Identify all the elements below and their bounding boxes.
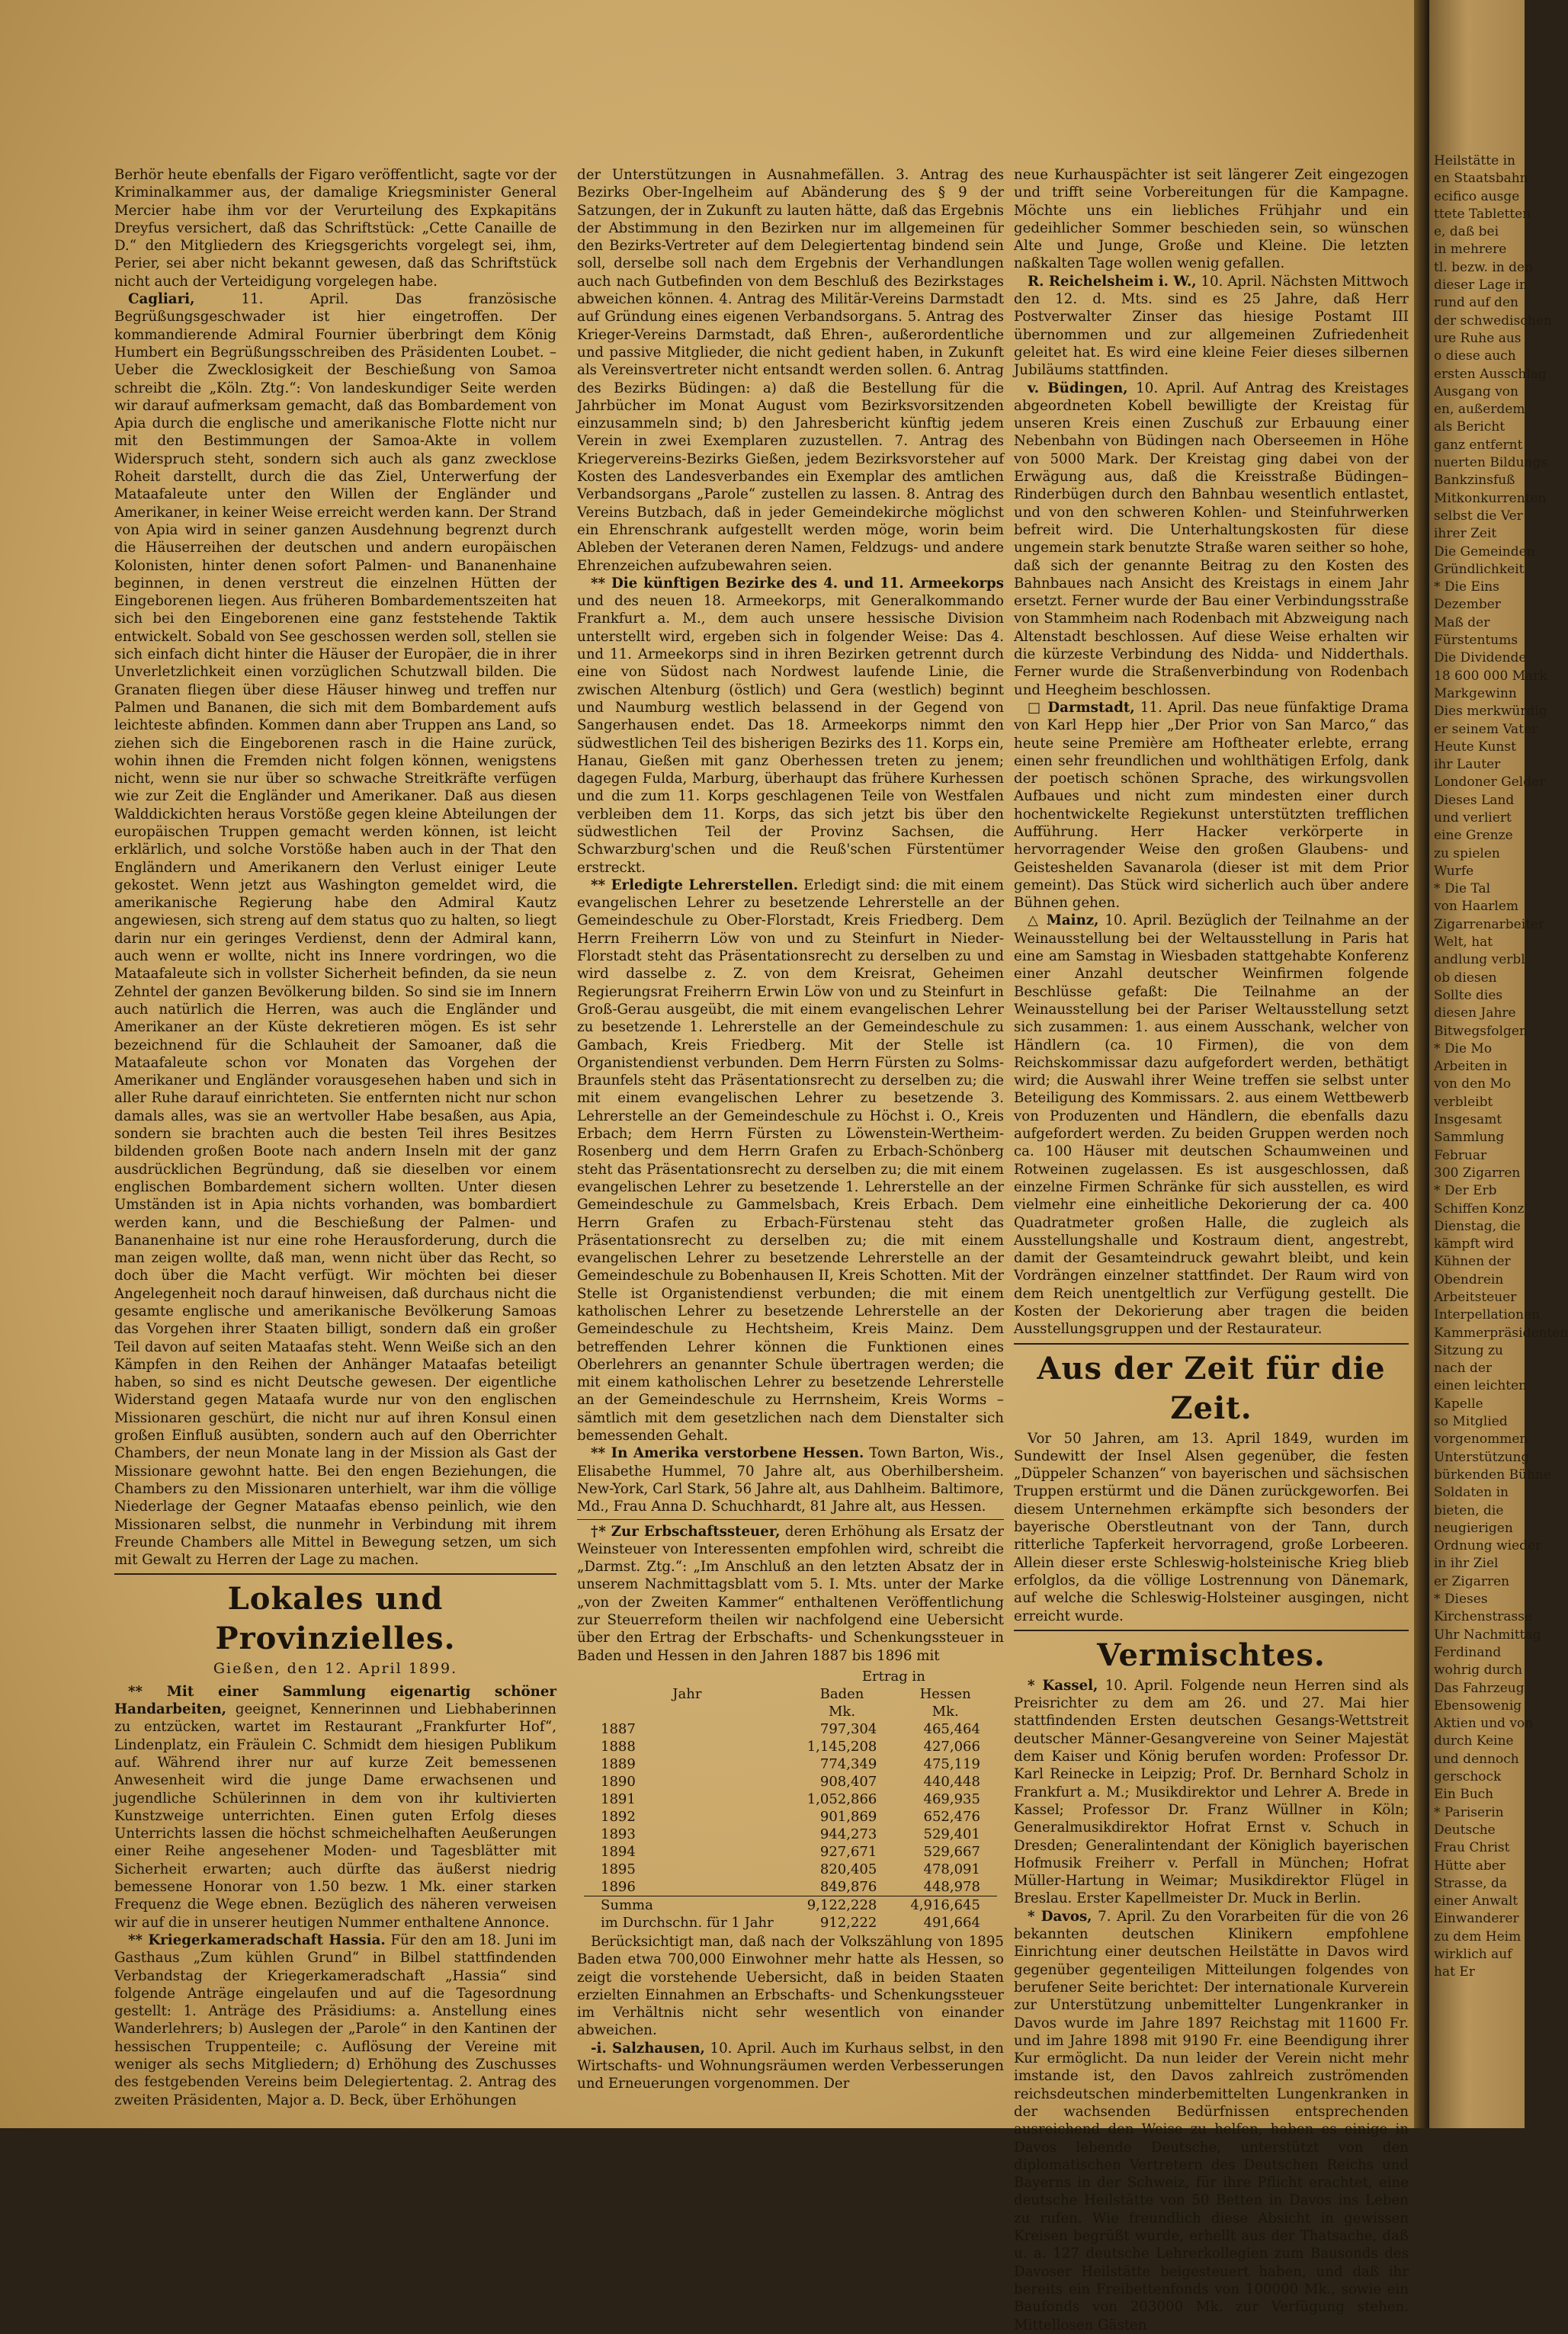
section-divider [114,1573,556,1575]
article-hassia-cont: der Unterstützungen in Ausnahmefällen. 3. Antrag des Bezirks Ober-Ingelheim auf Abänderung des § 9 der Satzungen, der in Zukunft zu lauten hätte, daß das Ergebnis der Abstimmung in den Bezirken nur im allgemeinen für den Bezirks-Vertreter auf dem Delegiertentag bindend sein soll, derselbe soll nach dem Ergebnis der Verhandlungen auch nach Gutbefinden von dem Beschluß des Bezirkstages abweichen können. 4. Antrag des Militär-Vereins Darmstadt auf Gründung eines eigenen Verbandsorgans. 5. Antrag des Krieger-Vereins Darmstadt, daß Ehren-, außerordentliche und passive Mitglieder, die nicht gedient haben, in Zukunft als Vereinsvertreter nicht entsandt werden sollen. 6. Antrag des Bezirks Büdingen: a) daß die Bestellung für die Jahrbücher im Monat August vom Bezirksvorsitzenden einzusammeln sind; b) den Jahresbericht künftig jedem Verein in zwei Exemplaren zuzustellen. 7. Antrag des Kriegervereins-Bezirks Gießen, jedem Bezirksvorsteher auf Kosten des Landesverbandes ein Exemplar des amtlichen Verbandsorgans „Parole“ zustellen zu lassen. 8. Antrag des Vereins Butzbach, daß in jeder Gemeindekirche möglichst ein Ehrenschrank aufgestellt werden möge, worin beim Ableben der Veteranen deren Namen, Feldzugs- und andere Ehrenzeichen aufzubewahren seien. [577,167,1004,574]
table-body [584,1720,997,1896]
next-page-line: Die Gemeinden [1434,543,1535,559]
table-avg-label: im Durchschn. für 1 Jahr [601,1914,774,1931]
table-header-ertrag: Ertrag in [861,1668,925,1685]
table-cell-hessen: 440,448 [923,1773,980,1790]
erbschaftssteuer-table [584,1668,997,1932]
next-page-text [1429,152,1568,1982]
next-page-line: einen leichten [1434,1378,1528,1394]
table-cell-hessen: 475,119 [923,1755,980,1772]
next-page-line: Ebensowenig [1434,1698,1522,1714]
table-cell-hessen: 529,667 [923,1843,980,1860]
article-dreyfus: Berhör heute ebenfalls der Figaro veröffentlicht, sagte vor der Kriminalkammer aus, der damalige Kriegsminister General Mercier habe ihm vor der Verurteilung des Expkapitäns Dreyfus versichert, daß das Schriftstück: „Cette Canaille de D.“ den Mitgliedern des Kriegsgerichts vorgelegt sei, ihm, Perier, sei aber nicht bekannt gewesen, daß das Schriftstück nicht auch der Verteidigung vorgelegen habe. [114,167,556,290]
article-davos: * Davos, 7. April. Zu den Vorarbeiten für die von 26 bekannten deutschen Klinikern empfohlene Einrichtung einer deutschen Heilstätte in Davos wird gegenüber gegenteiligen Mitteilungen folgendes von berufener Seite berichtet: Der internationale Kurverein zur Unterstützung unbemittelter Lungenkranker in Davos wurde im Jahre 1897 Reichstag mit 11600 Fr. und im Jahre 1898 mit 9190 Fr. eine Beendigung ihrer Kur ermöglicht. Da nun leider der Verein nicht mehr imstande ist, den Davos zahlreich zuströmenden reichsdeutschen minderbemittelten Lungenkranken in der wachsenden Bedürfnissen entsprechenden ausreichend den Weise zu helfen, haben es einige in Davos lebende Deutsche, unterstützt von den diplomatischen Vertretern des Deutschen Reichs und Bayerns in der Schweiz, für ihre Pflicht erachtet, eine deutsche Heilstätte von 50 Betten in Davos ins Leben zu rufen. Wie freundlich diese Absicht in gewissen Kreisen begrüßt wurde, erhellt aus der Thatsache, daß u. a. 127 deutsche Lehrerkollegien zum Bausonds des Davoser Heilstätte beigesteuert haben, und daß ihr bereits ein Freibettenfonds von 100000 Mk., sowie ein Baufonds von 203000 Mk. zur Verfügung stehen. Mittellosen Gästen [1014,1908,1409,2333]
next-page-line: von Haarlem [1434,899,1519,915]
next-page-line: er Zigarren [1434,1573,1510,1589]
next-page-line: Dieses Land [1434,792,1515,808]
next-page-line: Frau Christ [1434,1840,1510,1856]
next-page-line: Obendrein [1434,1271,1504,1287]
next-page-line: der schwedischen [1434,313,1552,329]
next-page-line: Ein Buch [1434,1787,1494,1803]
table-header-jahr: Jahr [672,1685,702,1702]
next-page-line: 300 Zigarren [1434,1165,1521,1181]
next-page-line: durch Keine [1434,1733,1514,1749]
next-page-line: Arbeiten in [1434,1059,1508,1075]
next-page-line: Februar [1434,1147,1487,1163]
next-page-line: und dennoch [1434,1751,1519,1767]
next-page-line: Markgewinn [1434,685,1517,701]
next-page-edge [1429,0,1568,2128]
article-mainz: △ Mainz, 10. April. Bezüglich der Teilnahme an der Weinausstellung bei der Weltausstellung in Paris hat eine am Samstag in Wiesbaden stattgehabte Konferenz einer Anzahl deutscher Weinfirmen folgende Beschlüsse gefaßt: Die Teilnahme an der Weinausstellung bei der Pariser Weltausstellung setzt sich zusammen: 1. aus einem Ausschank, welcher von Händlern (ca. 10 Firmen), die von dem Reichskommissar dazu aufgefordert werden, bethätigt wird; die Auswahl ihrer Weine treffen sie selbst unter Beteiligung des Kommissars. 2. aus einem Wettbewerb von Produzenten und Händlern, die ebenfalls dazu aufgefordert werden. Zu beiden Gruppen werden noch ca. 100 Häuser mit deutschen Schaumweinen und Rotweinen zugelassen. Es ist ausgeschlossen, daß einzelne Firmen Schränke für sich ausstellen, es wird vielmehr eine einheitliche Dekorierung der ca. 400 Quadratmeter großen Halle, die zugleich als Ausstellungshalle und Kostraum dient, angestrebt, damit der Gesamteindruck gewahrt bleibt, und kein Vordrängen einzelner stattfindet. Der Raum wird von dem Reich unentgeltlich zur Verfügung gestellt. Die Kosten der Dekorierung aber tragen die beiden Ausstellungsgruppen und der Restaurateur. [1014,912,1409,1338]
table-cell-baden: 1,052,866 [806,1791,877,1807]
next-page-line: en Staatsbahn [1434,171,1528,187]
next-page-line: ttete Tabletten [1434,206,1531,222]
next-page-line: in ihr Ziel [1434,1556,1499,1572]
table-cell-hessen: 469,935 [923,1791,980,1807]
next-page-line: Ferdinand [1434,1644,1502,1660]
article-reichelsheim: R. Reichelsheim i. W., 10. April. Nächsten Mittwoch den 12. d. Mts. sind es 25 Jahre, daß Herr Postverwalter Zinser das hiesige Postamt III übernommen und zur allgemeinen Zufriedenheit geleitet hat. Es wird eine kleine Feier dieses silbernen Jubiläums stattfinden. [1014,273,1409,379]
table-sum-baden: 9,122,228 [790,1896,894,1914]
next-page-line: * Die Eins [1434,579,1499,595]
next-page-line: einer Anwalt [1434,1893,1518,1909]
next-page-line: Einwanderer [1434,1911,1519,1927]
next-page-line: Wurfe [1434,863,1474,879]
next-page-line: Interpellationen [1434,1307,1541,1323]
next-page-line: Sammlung [1434,1130,1505,1146]
next-page-line: * Die Tal [1434,881,1491,897]
next-page-line: verbleibt [1434,1094,1493,1110]
article-handarbeiten: ** Mit einer Sammlung eigenartig schöner Handarbeiten, geeignet, Kennerinnen und Liebhaberinnen zu entzücken, wartet im Restaurant „Frankfurter Hof“, Lindenplatz, ein Fräulein C. Schmidt dem hiesigen Publikum auf. Während ihrer nur auf kurze Zeit bemessenen Anwesenheit wird die junge Dame erwachsenen und jugendliche Schülerinnen in dem von ihr kultivierten Kunstzweige unterrichten. Einen guten Erfolg dieses Unterrichts lassen die höchst schmeichelhaften Aeußerungen einer Reihe angesehener Moden- und Tagesblätter mit Sicherheit erwarten; auch dürfte das äußerst niedrig bemessene Honorar von 1.50 bezw. 1 Mk. einer starken Frequenz die Wege ebnen. Bezüglich des näheren verweisen wir auf die in unserer heutigen Nummer enthaltene Annonce. [114,1683,556,1931]
next-page-line: Gründlichkeit [1434,561,1525,577]
next-page-line: rund auf den [1434,295,1518,311]
table-row [584,1738,997,1755]
next-page-line: Bankzinsfuß [1434,473,1515,489]
next-page-line: von den Mo [1434,1076,1512,1092]
table-cell-year: 1894 [601,1843,636,1860]
next-page-line: Unterstützung [1434,1449,1530,1465]
next-page-line: eine Grenze [1434,828,1513,844]
table-unit-hessen: Mk. [932,1703,959,1720]
next-page-line: kämpft wird [1434,1236,1514,1252]
next-page-line: Schiffen Konz [1434,1201,1525,1217]
next-page-line: wohrig durch [1434,1662,1523,1678]
article-buedingen: v. Büdingen, 10. April. Auf Antrag des Kreistages abgeordneten Kobell bewilligte der Kreistag für unseren Kreis einen Zuschuß zur Erbauung einer Nebenbahn von Büdingen nach Oberseemen in Höhe von 5000 Mark. Der Kreistag ging dabei von der Erwägung aus, daß die Kreisstraße Büdingen–Rinderbügen durch den Bahnbau wesentlich entlastet, und von den schweren Kohlen- und Steinfuhrwerken befreit wird. Die Unterhaltungskosten für diese ungemein stark benutzte Straße waren seither so hohe, daß sich der genannte Beitrag zu den Kosten des Bahnbaues nach Ansicht des Kreistags in einem Jahr ersetzt. Ferner wurde der Bau einer Verbindungsstraße von Stammheim nach Rodenbach mit Abzweigung nach Altenstadt beschlossen. Auf diese Weise erhalten wir die kürzeste Verbindung des Nidda- und Nidderthals. Ferner wurde die Straßenverbindung von Rodenbach und Heegheim beschlossen. [1014,380,1409,698]
next-page-line: Ausgang von [1434,383,1518,399]
next-page-line: gerschock [1434,1769,1502,1785]
next-page-line: Welt, hat [1434,935,1493,951]
column-1 [114,166,556,2109]
article-divider [577,1519,1004,1520]
article-salzhausen: -i. Salzhausen, 10. April. Auch im Kurhaus selbst, in den Wirtschafts- und Wohnungsräumen werden Verbesserungen und Erneuerungen vorgenommen. Der [577,2040,1004,2092]
next-page-line: ihrer Zeit [1434,526,1497,542]
next-page-line: o diese auch [1434,348,1516,364]
section-title-lokales: Lokales und Provinzielles. [215,1581,456,1657]
next-page-line: hat Er [1434,1964,1475,1980]
table-row [584,1826,997,1843]
table-cell-baden: 908,407 [819,1773,877,1790]
next-page-line: dieser Lage in [1434,277,1528,293]
next-page-line: Aktien und von [1434,1716,1534,1732]
article-erbschaftssteuer: †* Zur Erbschaftssteuer, deren Erhöhung als Ersatz der Weinsteuer von Interessenten empfohlen wird, schreibt die „Darmst. Ztg.“: „Im Anschluß an den letzten Absatz der in unserem Nachmittagsblatt vom 5. I. Mts. unter der Marke „von der Zweiten Kammer“ enthaltenen Veröffentlichung zur Steuerreform theilen wir nachfolgend eine Uebersicht über den Ertrag der Erbschafts- und Schenkungssteuer in Baden und Hessen in den Jahren 1887 bis 1896 mit [577,1523,1004,1664]
table-cell-year: 1890 [601,1773,636,1790]
next-page-line: Uhr Nachmittag [1434,1627,1541,1643]
next-page-line: Hütte aber [1434,1858,1506,1874]
table-cell-hessen: 465,464 [923,1720,980,1737]
table-avg-hessen: 491,664 [923,1914,980,1931]
table-cell-hessen: 478,091 [923,1861,980,1877]
table-cell-year: 1891 [601,1791,636,1807]
next-page-line: ure Ruhe aus [1434,330,1522,346]
next-page-line: 18 600 000 Mark [1434,668,1547,684]
next-page-line: als Bericht [1434,419,1505,435]
next-page-line: Kapelle [1434,1396,1483,1412]
next-page-line: wirklich auf [1434,1946,1512,1962]
next-page-line: Bitwegsfolgen [1434,1023,1528,1039]
next-page-line: Insgesamt [1434,1112,1502,1128]
table-cell-year: 1896 [601,1878,636,1895]
next-page-line: bürkenden Bühne [1434,1467,1551,1483]
next-page-line: Arbeitsteuer [1434,1290,1517,1305]
article-lehrerstellen: ** Erledigte Lehrerstellen. Erledigt sind: die mit einem evangelischen Lehrer zu besetzende Lehrerstelle an der Gemeindeschule zu Ober-Florstadt, Kreis Friedberg. Dem Herrn Freiherrn Löw von und zu Steinfurt in Nieder-Florstadt steht das Präsentationsrecht zu derselben zu und wird dasselbe z. Z. von dem Kreisrat, Geheimen Regierungsrat Freiherrn Erwin Löw von und zu Steinfurt in Groß-Gerau ausgeübt, die mit einem evangelischen Lehrer zu besetzende 1. Lehrerstelle an der Gemeindeschule zu Gambach, Kreis Friedberg. Mit der Stelle ist Organistendienst verbunden. Dem Herrn Fürsten zu Solms-Braunfels steht das Präsentationsrecht zu derselben zu; die mit einem evangelischen Lehrer zu besetzende 3. Lehrerstelle an der Gemeindeschule zu Höchst i. O., Kreis Erbach; dem Herrn Fürsten zu Löwenstein-Wertheim-Rosenberg und dem Herrn Grafen zu Erbach-Schönberg steht das Präsentationsrecht zu derselben zu; die mit einem evangelischen Lehrer zu besetzende 1. Lehrerstelle an der Gemeindeschule zu Gammelsbach, Kreis Erbach. Dem Herrn Grafen zu Erbach-Fürstenau steht das Präsentationsrecht zu derselben zu; die mit einem evangelischen Lehrer zu besetzende Lehrerstelle an der Gemeindeschule zu Bobenhausen II, Kreis Schotten. Mit der Stelle ist Organistendienst verbunden; die mit einem katholischen Lehrer zu besetzende Lehrerstelle an der Gemeindeschule zu Hechtsheim, Kreis Mainz. Dem betreffenden Lehrer können die Funktionen eines Oberlehrers an genannter Schule übertragen werden; die mit einem katholischen Lehrer zu besetzende Lehrerstelle an der Gemeindeschule zu Herrnsheim, Kreis Worms – sämtlich mit dem gesetzlichen nach dem Dienstalter sich bemessenden Gehalt. [577,877,1004,1444]
article-hassia: ** Kriegerkameradschaft Hassia. Für den am 18. Juni im Gasthaus „Zum kühlen Grund“ in Bilbel stattfindenden Verbandstag der Kriegerkameradschaft „Hassia“ sind folgende Anträge eingelaufen und auf die Tagesordnung gestellt: 1. Anträge des Präsidiums: a. Anstellung eines Wanderlehrers; b) Auslegen der „Parole“ in den Kantinen der hessischen Truppenteile; c. Auflösung der Vereine mit weniger als sechs Mitgliedern; d) Erhöhung des Zuschusses des festgebenden Vereins beim Delegiertentag. 2. Antrag des zweiten Präsidenten, Major a. D. Beck, über Erhöhungen [114,1932,556,2108]
article-duppeler-schanzen: Vor 50 Jahren, am 13. April 1849, wurden im Sundewitt der Insel Alsen gegenüber, die festen „Düppeler Schanzen“ von bayerischen und sächsischen Truppen erstürmt und die Dänen zurückgeworfen. Bei diesem Unternehmen erkämpfte sich besonders der bayerische Oberstleutnant von der Tann, durch ritterliche Tapferkeit hervorragend, große Lorbeeren. Allein dieser erste Schleswig-holsteinische Krieg blieb erfolglos, da die völlige Lostrennung von Dänemark, auf welche die Schleswig-Holsteiner ausgingen, nicht erreicht wurde. [1014,1430,1409,1624]
next-page-line: Heute Kunst [1434,739,1516,755]
next-page-line: und verliert [1434,810,1512,826]
book-gutter [1414,0,1429,2128]
table-cell-baden: 849,876 [819,1878,877,1895]
column-2 [577,166,1004,2093]
next-page-line: Kammerpräsidenten [1434,1325,1568,1341]
table-cell-baden: 820,405 [819,1861,877,1877]
next-page-line: Sitzung zu [1434,1342,1503,1358]
next-page-line: er seinem Vater [1434,721,1538,737]
next-page-line: in mehrere [1434,242,1507,258]
next-page-line: Mitkonkurrenten [1434,490,1547,506]
next-page-line: * Der Erb [1434,1183,1497,1199]
section-title-vermischtes: Vermischtes. [1097,1637,1326,1673]
next-page-line: Deutsche [1434,1822,1496,1838]
table-unit-baden: Mk. [829,1703,856,1720]
next-page-line: Die Dividende [1434,650,1527,666]
article-amerika: ** In Amerika verstorbene Hessen. Town Barton, Wis., Elisabethe Hummel, 70 Jahre alt, aus Oberhilbersheim. New-York, Carl Stark, 56 Jahre alt, aus Dahlheim. Baltimore, Md., Frau Anna D. Schuchhardt, 81 Jahre alt, aus Hessen. [577,1445,1004,1515]
next-page-line: Kühnen der [1434,1254,1511,1270]
next-page-line: Fürstentums [1434,633,1518,649]
dateline-giessen: Gießen, den 12. April 1899. [213,1660,458,1678]
table-cell-year: 1893 [601,1826,636,1842]
table-cell-year: 1895 [601,1861,636,1877]
next-page-line: * Dieses [1434,1592,1488,1608]
next-page-line: Strasse, da [1434,1875,1508,1891]
next-page-line: ob diesen [1434,970,1497,986]
table-avg-baden: 912,222 [819,1914,877,1931]
next-page-line: ganz entfernt [1434,437,1523,453]
next-page-line: en, außerdem [1434,402,1525,418]
table-row [584,1755,997,1773]
next-page-line: Maß der [1434,614,1490,630]
table-cell-year: 1889 [601,1755,636,1772]
table-cell-baden: 901,869 [819,1808,877,1825]
next-page-line: so Mitglied [1434,1414,1508,1430]
next-page-line: ihr Lauter [1434,757,1501,773]
next-page-line: bieten, die [1434,1502,1504,1518]
next-page-line: Dienstag, die [1434,1218,1521,1234]
table-cell-hessen: 652,476 [923,1808,980,1825]
next-page-line: Dies merkwürdig [1434,704,1547,720]
next-page-line: diesen Jahre [1434,1005,1516,1021]
table-row [584,1720,997,1738]
table-sum-hessen: 4,916,645 [893,1896,997,1914]
next-page-line: Soldaten in [1434,1485,1509,1501]
next-page-line: Londoner Gelder [1434,774,1546,790]
article-armeekorps: ** Die künftigen Bezirke des 4. und 11. Armeekorps und des neuen 18. Armeekorps, mit Generalkommando Frankfurt a. M., dem auch unsere hessische Division unterstellt wird, ergeben sich in folgender Weise: Das 4. und 11. Armeekorps sind in ihren Bezirken getrennt durch eine von Südost nach Nordwest laufende Linie, die zwischen Altenburg (östlich) und Gera (westlich) beginnt und Naumburg westlich belassend in der Gegend von Sangerhausen endet. Das 18. Armeekorps nimmt den südwestlichen Teil des bisherigen Bezirks des 11. Korps ein, Hanau, Gießen mit ganz Oberhessen treten zu jenem; dagegen Fulda, Marburg, überhaupt das frühere Kurhessen und die zum 11. Korps geschlagenen Teile von Westfalen verbleiben dem 11. Korps, das sich jetzt bis über den südwestlichen Teil der Provinz Sachsen, die Schwarzburg'schen und die Reuß'schen Fürstentümer erstreckt. [577,575,1004,876]
table-cell-baden: 1,145,208 [806,1738,877,1755]
table-cell-year: 1887 [601,1720,636,1737]
article-darmstadt: □ Darmstadt, 11. April. Das neue fünfaktige Drama von Karl Hepp hier „Der Prior von San Marco,“ das heute seine Première am Hoftheater erlebte, errang einen sehr freundlichen und wohlthätigen Erfolg, dank der poetisch schönen Sprache, des wirkungsvollen Aufbaues und nicht zum mindesten einer durch hochentwickelte Regiekunst unterstützten trefflichen Aufführung. Herr Hacker verkörperte in hervorragender Weise den großen Glaubens- und Geisteshelden Savanarola (dieser ist mit dem Prior gemeint). Das Stück wird sicherlich auch über andere Bühnen gehen. [1014,699,1409,912]
table-cell-baden: 774,349 [819,1755,877,1772]
table-row [584,1808,997,1826]
dateline-cagliari: Cagliari, [128,291,195,308]
section-divider [1014,1343,1409,1345]
next-page-line: Ordnung wieder [1434,1538,1542,1554]
section-divider [1014,1630,1409,1631]
next-page-line: ecifico ausge [1434,188,1520,204]
table-cell-hessen: 448,978 [923,1878,980,1895]
table-header-hessen: Hessen [919,1685,971,1702]
next-page-line: ersten Ausschlag [1434,366,1547,382]
next-page-line: * Die Mo [1434,1040,1493,1056]
column-3 [1014,166,1409,2334]
next-page-line: Zigarrenarbeiter [1434,916,1545,932]
table-cell-year: 1892 [601,1808,636,1825]
table-row [584,1773,997,1791]
next-page-line: nuerten Bildungs [1434,455,1548,471]
table-row [584,1878,997,1896]
next-page-line: nach der [1434,1361,1493,1377]
table-cell-baden: 927,671 [819,1843,877,1860]
next-page-line: * Pariserin [1434,1804,1504,1820]
next-page-line: zu spielen [1434,845,1500,861]
next-page-line: andlung verbl [1434,952,1525,968]
next-page-line: zu dem Heim [1434,1928,1522,1944]
next-page-line: Kirchenstrasse [1434,1609,1533,1625]
next-page-line: Das Fahrzeug [1434,1680,1525,1696]
next-page-line: tl. bezw. in den [1434,259,1533,275]
table-cell-baden: 944,273 [819,1826,877,1842]
next-page-line: Sollte dies [1434,987,1503,1003]
table-cell-year: 1888 [601,1738,636,1755]
next-page-line: vorgenommen [1434,1431,1528,1448]
table-row [584,1791,997,1808]
next-page-line: Dezember [1434,597,1501,613]
article-cagliari: Cagliari, 11. April. Das französische Begrüßungsgeschwader ist hier eingetroffen. Der kommandierende Admiral Fournier überbringt dem König Humbert ein Begrüßungsschreiben des Präsidenten Loubet. – Ueber die Zwecklosigkeit der Beschießung von Samoa schreibt die „Köln. Ztg.“: Von landeskundiger Seite werden wir darauf aufmerksam gemacht, daß das Bombardement von Apia durch die englische und amerikanische Flotte nicht nur mit den Bestimmungen der Samoa-Akte in vollem Widerspruch steht, sondern sich auch als ganz zwecklose Roheit darstellt, durch die das Ziel, Unterwerfung der Mataafaleute unter den Willen der Engländer und Amerikaner, in keiner Weise erreicht werden kann. Der Strand von Apia wird in seiner ganzen Ausdehnung begrenzt durch die Häuserreihen der deutschen und andern europäischen Kolonisten, hinter denen sofort Palmen- und Bananenhaine beginnen, in denen verstreut die einzelnen Hütten der Eingeborenen liegen. Aus früheren Bombardementszeiten hat sich bei den Eingeborenen eine ganz feststehende Taktik entwickelt. Sobald von See geschossen werden soll, stellen sie sich einfach dicht hinter die Häuser der Europäer, die in ihrer Unverletzlichkeit einen vorzüglichen Schutzwall bilden. Die Granaten fliegen über diese Häuser hinweg und treffen nur Palmen und Bananen, die sich mit dem Bombardement aufs leichteste abfinden. Kommen dann aber Truppen ans Land, so ziehen sich die Eingeborenen rasch in die Haine zurück, wohin ihnen die Fremden nicht folgen können, wenigstens nicht, wenn sie nur über so schwache Streitkräfte verfügen wie zur Zeit die Engländer und Amerikaner. Daß aus diesen Walddickichten heraus Vorstöße gegen kleine Abteilungen der europäischen Truppen gemacht werden können, ist leicht erklärlich, und solche Vorstöße haben auch in der That den Engländern und Amerikanern den Verlust einiger Leute gekostet. Wenn jetzt aus Washington gemeldet wird, die amerikanische Regierung habe den Admiral Kautz angewiesen, sich streng auf dem status quo zu halten, so liegt darin nur ein geringes Verdienst, denn der Admiral kann, auch wenn er wollte, nicht ins Innere vordringen, wo die Mataafaleute sich in vollster Sicherheit befinden, da sie neun Zehntel der ganzen Bevölkerung bilden. So sind sie im Innern auch natürlich die Herren, was auch die Engländer und Amerikaner an der Küste dekretieren mögen. Es ist sehr bezeichnend für die Schlauheit der Samoaner, daß die Mataafaleute schon vor Monaten das Vorgehen der Amerikaner und Engländer vorausgesehen haben und sich in aller Ruhe darauf einrichteten. Sie entfernten nicht nur schon damals alles, was sie an wertvoller Habe besaßen, aus Apia, sondern sie brachten auch die besten Teil ihres Besitzes bildenden großen Boote nach andern Inseln mit der ganz ausdrücklichen Begründung, daß sie dieselben vor einem englischen Bombardement sichern wollten. Unter diesen Umständen ist in Apia nichts vorhanden, was bombardiert werden kann, und die Beschießung der Palmen- und Bananenhaine ist nur eine rohe Herausforderung, durch die man zeigen wollte, daß man, wenn nicht über das Recht, so doch über die Macht verfügt. Wir möchten bei dieser Angelegenheit noch darauf hinweisen, daß durchaus nicht die gesamte englische und amerikanische Bevölkerung Samoas das Vorgehen ihrer Staaten billigt, sondern daß ein großer Teil davon auf seiten Mataafas steht. Wenn Weiße sich an den Kämpfen in den Reihen der Anhänger Mataafas beteiligt haben, so sind es nicht Deutsche gewesen. Der eigentliche Widerstand gegen Mataafa wurde nur von den englischen Missionaren geschürt, die nicht nur auf ihren Konsul einen großen Einfluß ausübten, sondern auch auf den Oberrichter Chambers, der neun Monate lang in der Mission als Gast der Missionare gewohnt hatte. Bei den engen Beziehungen, die Chambers zu den Missionaren unterhielt, war ihm die völlige Niederlage der Gegner Mataafas ebenso peinlich, wie den Missionaren selbst, die nunmehr in Verbindung mit ihrem Freunde Chambers alle Mittel in Bewegung setzen, um sich mit Gewalt zu Herren der Lage zu machen. [114,291,556,1569]
next-page-line: selbst die Ver [1434,508,1523,524]
table-cell-hessen: 529,401 [923,1826,980,1842]
table-header-baden: Baden [819,1685,864,1702]
article-kassel: * Kassel, 10. April. Folgende neun Herren sind als Preisrichter zu dem am 26. und 27. Mai hier stattfindenden Ersten deutschen Gesangs-Wettstreit deutscher Männer-Gesangvereine von Seiner Majestät dem Kaiser und König berufen worden: Professor Dr. Karl Reinecke in Leipzig; Prof. Dr. Bernhard Scholz in Frankfurt a. M.; Musikdirektor und Lehrer A. Brede in Kassel; Professor Dr. Franz Wüllner in Köln; Generalmusikdirektor Hofrat Ernst v. Schuch in Dresden; Generalintendant der Königlich bayerischen Hofmusik Freiherr v. Perfall in München; Hofrat Müller-Hartung in Weimar; Musikdirektor Flügel in Breslau. Erster Kapellmeister Dr. Muck in Berlin. [1014,1677,1409,1907]
article-erbschaftssteuer-conclusion: Berücksichtigt man, daß nach der Volkszählung von 1895 Baden etwa 700,000 Einwohner mehr hatte als Hessen, so zeigt die vorstehende Uebersicht, daß in beiden Staaten erzielten Einnahmen an Erbschafts- und Schenkungssteuer im Verhältnis nicht sehr wesentlich von einander abweichen. [577,1933,1004,2039]
article-salzhausen-cont: neue Kurhauspächter ist seit längerer Zeit eingezogen und trifft seine Vorbereitungen für die Kampagne. Möchte uns ein liebliches Frühjahr und ein gedeihlicher Sommer beschieden sein, so wünschen Alte und Junge, Große und Kleine. Die letzten naßkalten Tage wollen wenig gefallen. [1014,167,1409,272]
table-row [584,1861,997,1878]
next-page-line: Heilstätte in [1434,153,1515,168]
table-row [584,1843,997,1861]
table-cell-baden: 797,304 [819,1720,877,1737]
next-page-line: neugierigen [1434,1520,1513,1536]
table-sum-label: Summa [584,1896,790,1914]
next-page-line: e, daß bei [1434,224,1499,240]
section-title-zeit: Aus der Zeit für die Zeit. [1037,1350,1386,1426]
table-cell-hessen: 427,066 [923,1738,980,1755]
